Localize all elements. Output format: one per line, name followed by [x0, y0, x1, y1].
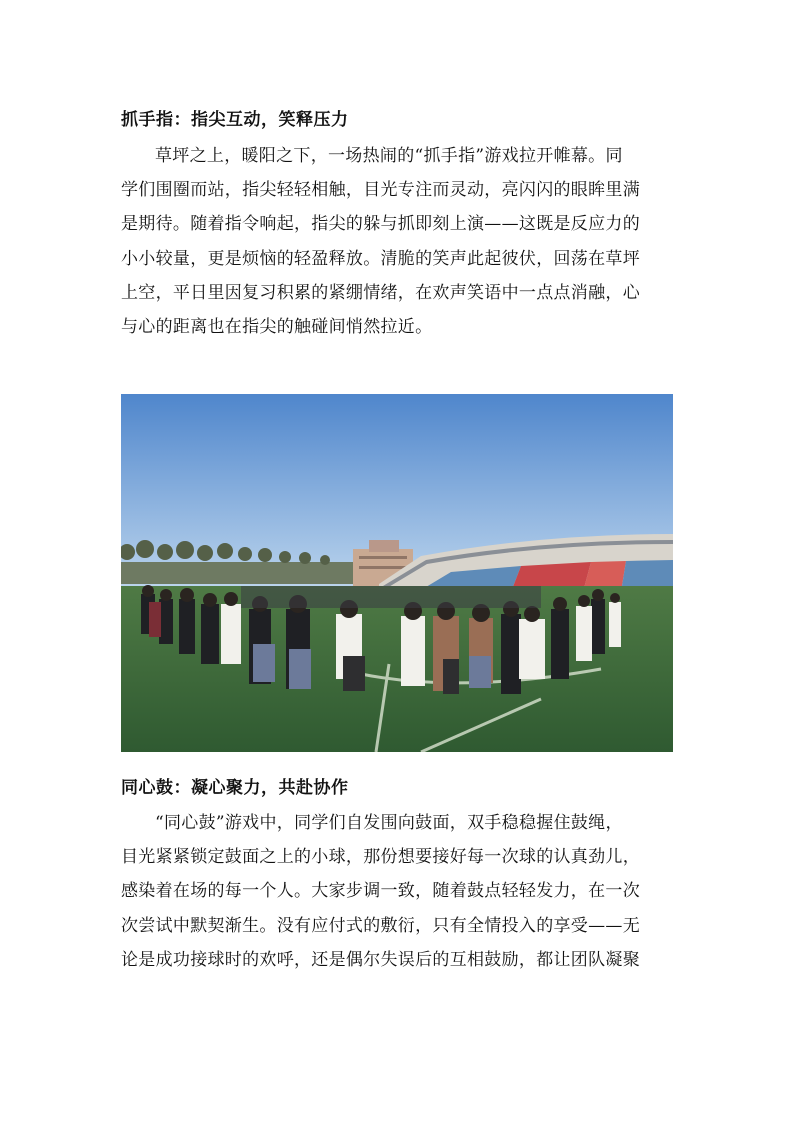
- paragraph-line: 小小较量，更是烦恼的轻盈释放。清脆的笑声此起彼伏，回荡在草坪: [121, 248, 640, 269]
- stadium-photo-illustration: [121, 394, 673, 752]
- paragraph-line: 上空，平日里因复习积累的紧绷情绪，在欢声笑语中一点点消融，心: [121, 282, 640, 303]
- paragraph-line: 草坪之上，暖阳之下，一场热闹的“抓手指”游戏拉开帷幕。同: [155, 146, 623, 166]
- section-heading-drum-game: 同心鼓：凝心聚力，共赴协作: [121, 778, 349, 798]
- paragraph-finger-game: [121, 139, 673, 344]
- paragraph-line: 目光紧紧锁定鼓面之上的小球，那份想要接好每一次球的认真劲儿，: [121, 847, 640, 868]
- paragraph-line: 次尝试中默契渐生。没有应付式的敷衍，只有全情投入的享受——无: [121, 915, 640, 936]
- paragraph-drum-game: [121, 806, 673, 977]
- paragraph-line: 感染着在场的每一个人。大家步调一致，随着鼓点轻轻发力，在一次: [121, 881, 640, 902]
- stadium-photo: [121, 394, 673, 752]
- paragraph-line: 是期待。随着指令响起，指尖的躲与抓即刻上演——这既是反应力的: [121, 214, 640, 235]
- section-heading-finger-game: 抓手指：指尖互动，笑释压力: [121, 110, 349, 130]
- paragraph-line: 学们围圈而站，指尖轻轻相触，目光专注而灵动，亮闪闪的眼眸里满: [121, 180, 640, 201]
- paragraph-line: 论是成功接球时的欢呼，还是偶尔失误后的互相鼓励，都让团队凝聚: [121, 949, 640, 970]
- paragraph-line: 与心的距离也在指尖的触碰间悄然拉近。: [121, 317, 433, 338]
- paragraph-line: “同心鼓”游戏中，同学们自发围向鼓面，双手稳稳握住鼓绳，: [155, 813, 623, 833]
